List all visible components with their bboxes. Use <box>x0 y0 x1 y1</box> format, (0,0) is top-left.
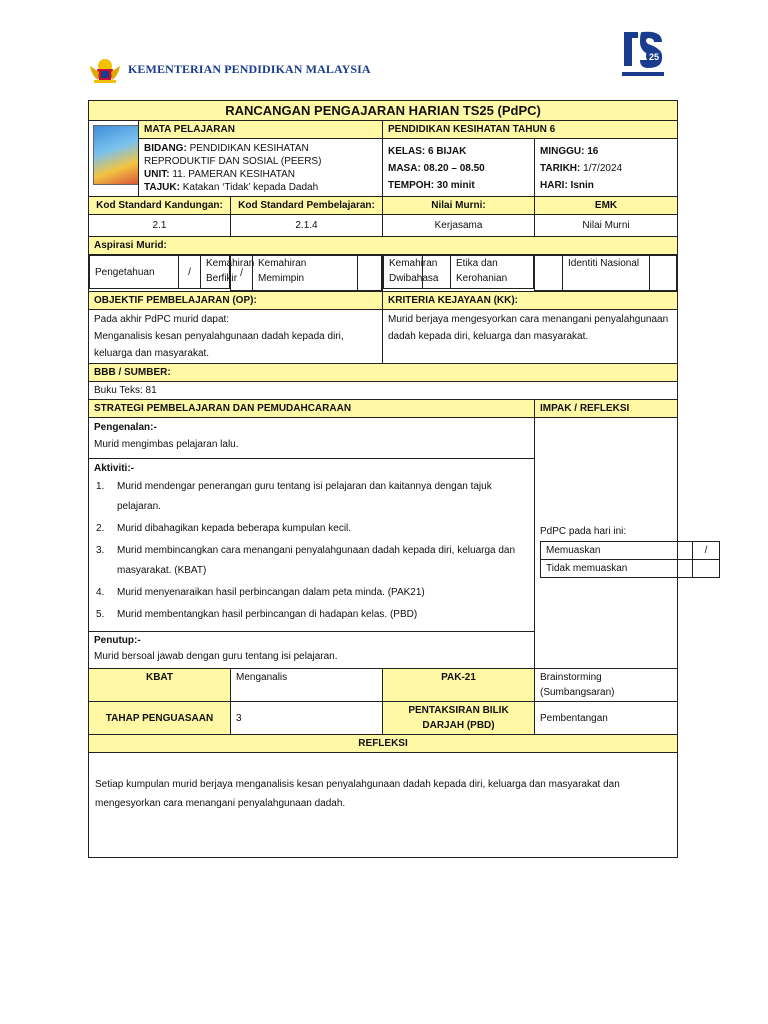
pdpc-label: PdPC pada hari ini: <box>540 526 627 537</box>
bidang-value: PENDIDIKAN KESIHATAN REPRODUKTIF DAN SOSIAL (PEERS) <box>144 143 322 167</box>
refleksi-text: Setiap kumpulan murid berjaya menganalisis kesan penyalahgunaan dadah kepada diri, keluarga dan masyarakat dan mengesyorkan cara menangani penyalahgunaan dadah. <box>89 753 678 858</box>
subject-value: PENDIDIKAN KESIHATAN TAHUN 6 <box>383 121 678 139</box>
aktiviti-item: 3. Murid membincangkan cara menangani penyalahgunaan dadah kepada diri, keluarga dan masyarakat. (KBAT) <box>96 545 516 576</box>
aspirasi-mark: / <box>179 256 201 289</box>
aktiviti-label: Aktiviti:- <box>94 463 134 474</box>
penutup-label: Penutup:- <box>94 635 141 646</box>
kriteria-label: KRITERIA KEJAYAAN (KK): <box>383 292 678 310</box>
ts25-logo-icon <box>618 26 668 82</box>
class-info <box>383 139 535 197</box>
aspirasi-mark <box>650 256 677 291</box>
tarikh-value: 1/7/2024 <box>583 163 623 174</box>
aspirasi-item: Kemahiran Dwibahasa <box>384 256 423 289</box>
ksk-header: Kod Standard Kandungan: <box>89 197 231 215</box>
aktiviti-item: 5. Murid membentangkan hasil perbincangan di hadapan kelas. (PBD) <box>96 609 418 620</box>
pak-value: Brainstorming (Sumbangsaran) <box>535 669 678 702</box>
penutup-section <box>89 631 534 668</box>
objektif-line2: Menganalisis kesan penyalahgunaan dadah kepada diri, keluarga dan masyarakat. <box>94 331 344 359</box>
emk-value: Nilai Murni <box>535 215 678 237</box>
minggu: MINGGU: 16 <box>540 146 599 157</box>
aspirasi-label: Aspirasi Murid: <box>89 237 678 255</box>
impak-content <box>535 418 708 669</box>
aspirasi-item: Pengetahuan <box>90 256 179 289</box>
aspirasi-mark <box>358 256 382 291</box>
tempoh: TEMPOH: 30 minit <box>388 180 475 191</box>
nilai-header: Nilai Murni: <box>383 197 535 215</box>
svg-text:25: 25 <box>649 52 660 62</box>
aspirasi-item: Identiti Nasional <box>563 256 650 291</box>
textbook-cover <box>89 121 139 197</box>
strategi-label: STRATEGI PEMBELAJARAN DAN PEMUDAHCARAAN <box>89 400 535 418</box>
subject-header: MATA PELAJARAN <box>139 121 383 139</box>
aspirasi-mark <box>535 256 563 291</box>
bidang-label: BIDANG: <box>144 143 187 154</box>
tajuk-value: Katakan ‘Tidak’ kepada Dadah <box>182 182 319 193</box>
aktiviti-item: 1. Murid mendengar penerangan guru tentang isi pelajaran dan kaitannya dengan tajuk pelajaran. <box>96 481 492 512</box>
rating-mark: / <box>693 542 720 560</box>
objektif-text <box>89 310 383 364</box>
kbat-value: Menganalis <box>231 669 383 702</box>
malaysia-crest-icon <box>88 54 122 84</box>
hari: HARI: Isnin <box>540 180 594 191</box>
rating-label: Tidak memuaskan <box>541 560 693 578</box>
kriteria-text: Murid berjaya mengesyorkan cara menangani penyalahgunaan dadah kepada diri, keluarga dan masyarakat. <box>383 310 678 364</box>
textbook-cover-image <box>93 125 139 185</box>
aspirasi-group-1 <box>89 255 255 292</box>
plan-title: RANCANGAN PENGAJARAN HARIAN TS25 (PdPC) <box>89 101 678 121</box>
aspirasi-item: Kemahiran Berfikir <box>201 256 230 289</box>
aspirasi-group-4 <box>535 255 678 292</box>
aspirasi-item: Kemahiran Memimpin <box>253 256 358 291</box>
masa: MASA: 08.20 – 08.50 <box>388 163 485 174</box>
pbd-value: Pembentangan <box>535 702 678 735</box>
ksp-value: 2.1.4 <box>231 215 383 237</box>
tahap-label: TAHAP PENGUASAAN <box>89 702 231 735</box>
pengenalan-label: Pengenalan:- <box>94 422 157 433</box>
emk-header: EMK <box>535 197 678 215</box>
page-header <box>88 52 388 88</box>
objektif-label: OBJEKTIF PEMBELAJARAN (OP): <box>89 292 383 310</box>
ksp-header: Kod Standard Pembelajaran: <box>231 197 383 215</box>
rating-mark <box>693 560 720 578</box>
aktiviti-item: 2. Murid dibahagikan kepada beberapa kumpulan kecil. <box>96 523 352 534</box>
unit-value: 11. PAMERAN KESIHATAN <box>172 169 295 180</box>
ksk-value: 2.1 <box>89 215 231 237</box>
refleksi-label: REFLEKSI <box>89 735 678 753</box>
lesson-plan-table <box>88 100 708 858</box>
tajuk-label: TAJUK: <box>144 182 180 193</box>
penutup-text: Murid bersoal jawab dengan guru tentang isi pelajaran. <box>94 651 338 662</box>
date-info <box>535 139 678 197</box>
strategi-content <box>89 418 535 669</box>
kelas: KELAS: 6 BIJAK <box>388 146 467 157</box>
aspirasi-mark: / <box>231 256 253 291</box>
tahap-value: 3 <box>231 702 383 735</box>
ministry-name: KEMENTERIAN PENDIDIKAN MALAYSIA <box>128 62 371 76</box>
pbd-label: PENTAKSIRAN BILIK DARJAH (PBD) <box>383 702 535 735</box>
aktiviti-list <box>94 477 529 625</box>
pengenalan-section <box>89 418 534 458</box>
impak-label: IMPAK / REFLEKSI <box>535 400 678 418</box>
unit-label: UNIT: <box>144 169 170 180</box>
aspirasi-group-3 <box>383 255 535 292</box>
aktiviti-item: 4. Murid menyenaraikan hasil perbincangan dalam peta minda. (PAK21) <box>96 587 425 598</box>
pengenalan-text: Murid mengimbas pelajaran lalu. <box>94 439 239 450</box>
bbb-value: Buku Teks: 81 <box>89 382 678 400</box>
kbat-label: KBAT <box>89 669 231 702</box>
bbb-label: BBB / SUMBER: <box>89 364 678 382</box>
tarikh-label: TARIKH: <box>540 163 581 174</box>
aktiviti-section <box>89 458 534 631</box>
pak-label: PAK-21 <box>383 669 535 702</box>
aspirasi-item: Etika dan Kerohanian <box>451 256 534 289</box>
nilai-value: Kerjasama <box>383 215 535 237</box>
rating-table <box>540 541 720 578</box>
rating-label: Memuaskan <box>541 542 693 560</box>
unit-info <box>139 139 383 197</box>
objektif-line1: Pada akhir PdPC murid dapat: <box>94 314 230 325</box>
